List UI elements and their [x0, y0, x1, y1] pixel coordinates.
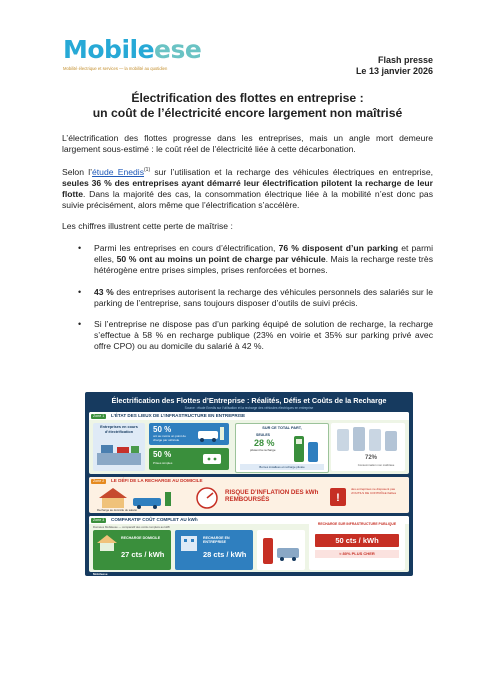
companies-card — [93, 423, 145, 471]
stat-card-50-prises — [149, 448, 229, 470]
bullet-1-text-c: . Mais la recharge reste très hétérogène entre prises simples, prises renforcées et bornes. — [94, 254, 433, 276]
cost-home-price: 27 cts / kWh — [121, 550, 165, 559]
logo-wordmark — [63, 37, 213, 63]
list-item — [78, 287, 433, 309]
bullet-2-bold: 43 % — [94, 286, 114, 297]
cost-card-public — [309, 518, 405, 570]
bullet-1-text-a: Parmi les entreprises en cours d’électrification, — [94, 243, 279, 253]
pilot-card — [235, 423, 329, 473]
stat-4-value: 72% — [365, 455, 378, 461]
pilot-bar: Bornes installées et recharge pilotée — [240, 464, 324, 470]
stat-3-value: 28 % — [254, 438, 275, 448]
zone-1-infrastructure — [89, 412, 409, 474]
cost-company-title: RECHARGE EN ENTREPRISE — [203, 536, 230, 544]
stat-1-value: 50 % — [153, 425, 172, 434]
public-charging-icon — [257, 530, 305, 570]
pilot-header: SUR CE TOTAL PART, — [262, 426, 302, 430]
study-paragraph — [62, 165, 433, 212]
zone-1-tag: Zone 1 — [93, 413, 105, 418]
zone-3-cost-comparison — [89, 516, 409, 572]
list-item — [78, 243, 433, 277]
study-post: . Dans la majorité des cas, la consommation électrique liée à la mobilité n’est donc pas suivie précisément, alors même que l’électrification s’accélère. — [62, 189, 433, 211]
logo-tagline: Mobilité électrique et services — la mobilité au quotidien — [63, 66, 168, 71]
zone-2-heading: LE DÉFI DE LA RECHARGE AU DOMICILE — [89, 477, 409, 485]
meter-gauge-icon — [195, 486, 219, 510]
zone-1-heading: L’ÉTAT DES LIEUX DE L’INFRASTRUCTURE EN ENTREPRISE — [89, 412, 409, 420]
public-station-illustration — [257, 530, 305, 570]
zone-3-note: Données Mobileese — comparatif des coûts complets au kWh — [93, 525, 171, 529]
zone-3-heading: COMPARATIF COÛT COMPLET AU kWh — [89, 516, 409, 524]
bullet-1-bold-b: 50 % ont au moins un point de charge par véhicule — [116, 254, 326, 265]
ev-charging-icon — [196, 425, 226, 443]
charging-station-icon — [288, 432, 324, 468]
zone-3-tag: Zone 3 — [93, 517, 105, 522]
mobileese-logo — [63, 37, 213, 87]
footnote-ref: (1) — [144, 167, 151, 173]
pilot-sub: SEULES — [256, 433, 271, 437]
logo-text: Mobileese — [63, 35, 202, 64]
no-control-tools-text: des entreprises ne disposent pas d’OUTILS DE CONTRÔLE fiables — [351, 487, 397, 495]
zone-2-home-charging — [89, 477, 409, 513]
cost-public-note: ≈ 80% PLUS CHER — [315, 550, 399, 558]
companies-label: Entreprises en cours d’électrification — [100, 425, 138, 434]
document-title — [0, 91, 495, 120]
cost-home-title: RECHARGE DOMICILE — [121, 536, 161, 540]
cost-public-price: 50 cts / kWh — [315, 534, 399, 547]
infographic — [85, 392, 413, 576]
inflation-risk-text: RISQUE D’INFLATION DES kWh REMBOURSÉS — [225, 489, 319, 503]
zone-2-tag: Zone 2 — [93, 478, 105, 483]
infographic-title: Électrification des Flottes d’Entreprise : Réalités, Défis et Coûts de la Recharge — [111, 396, 387, 405]
cost-card-home — [93, 530, 171, 570]
cost-public-title: RECHARGE SUR INFRASTRUCTURE PUBLIQUE — [317, 522, 397, 526]
warning-icon — [329, 487, 347, 507]
uncontrolled-card — [331, 423, 405, 471]
study-mid: sur l’utilisation et la recharge des véhicules électriques en entreprise, — [150, 166, 434, 177]
parking-illustration — [93, 439, 145, 469]
stat-1-text: ont au moins un point de charge par véhicule — [153, 434, 186, 442]
bullet-1-bold-a: 76 % disposent d’un parking — [278, 243, 399, 253]
enedis-study-link[interactable]: étude Enedis — [92, 166, 145, 177]
title-line-2: un coût de l’électricité encore largement non maîtrisé — [92, 105, 403, 120]
infographic-subtitle: Source : étude Enedis sur l’utilisation et la recharge des véhicules électriques en entreprise — [184, 406, 314, 410]
stat-2-value: 50 % — [153, 450, 172, 459]
bullet-3-text: Si l’entreprise ne dispose pas d’un parking équipé de solution de recharge, la recharge s’effectue à 58 % en recharge publique (23% en voirie et 35% sur parking privé avec offre CPO) ou au domicile du salarié à 42 %. — [94, 319, 433, 352]
bullet-2-text: des entreprises autorisent la recharge des véhicules personnels des salariés sur le parking de l’entreprise, sans toujours disposer d’outils de suivi précis. — [94, 286, 433, 308]
press-header — [356, 55, 433, 77]
study-bold: seules 36 % des entreprises ayant démarré leur électrification pilotent la recharge de leur flotte — [62, 178, 433, 200]
list-item — [78, 319, 433, 353]
cost-card-company — [175, 530, 253, 570]
stat-2-text: Prises simples — [153, 461, 173, 465]
stat-3-text: pilotent la recharge — [250, 448, 276, 452]
figures-list — [78, 243, 433, 363]
study-pre: Selon l’ — [62, 166, 93, 177]
stat-card-50-charge — [149, 423, 229, 445]
figures-intro: Les chiffres illustrent cette perte de maîtrise : — [62, 221, 233, 231]
svg-text:!: ! — [336, 492, 340, 504]
intro-paragraph: L’électrification des flottes progresse dans les entreprises, mais un angle mort demeure largement sous-estimé : le coût réel de l’électricité liée à cette décarbonation. — [62, 133, 433, 155]
stat-4-text: Consommation non maîtrisée — [357, 463, 395, 467]
building-icon — [178, 534, 200, 552]
press-label: Flash presse — [377, 55, 433, 65]
plug-icon — [199, 451, 225, 467]
logo-text-suffix: ese — [154, 35, 202, 64]
cost-company-price: 28 cts / kWh — [203, 550, 247, 559]
home-text: Recharge au domicile du salarié — [97, 508, 137, 512]
bullet-1-text-b: et parmi elles, — [94, 243, 434, 265]
meters-illustration — [331, 425, 405, 455]
house-icon — [96, 534, 118, 552]
house-car-illustration — [95, 486, 185, 510]
press-date: Le 13 janvier 2026 — [355, 66, 433, 76]
title-line-1: Électrification des flottes en entreprise : — [131, 91, 364, 105]
infographic-footer-logo: Mobileese — [93, 572, 108, 576]
